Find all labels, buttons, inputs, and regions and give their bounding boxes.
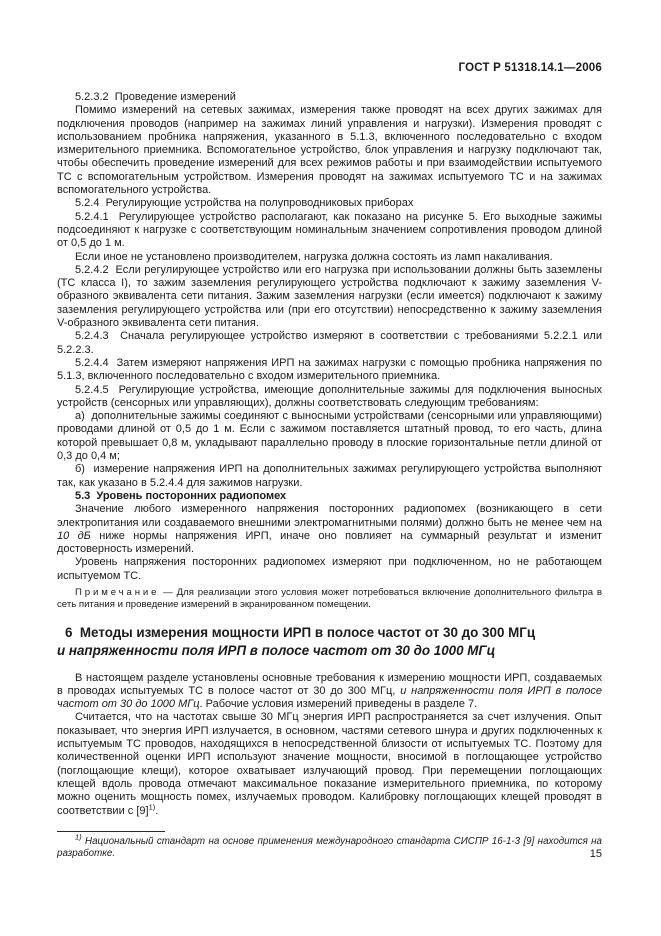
list-item-a: а) дополнительные зажимы соединяют с выносными устройствами (сенсорными или управляющими) проводами длиной от 0,5 до 1 м. Если с зажимом поставляется штатный провод, то его часть, длина которой превышает 0,8 м, укладывают параллельно проводу в плоские горизонтальные петли длиной от 0,3 до 0,4 м;: [57, 410, 602, 463]
clause-53-paragraph-1: [57, 503, 602, 556]
clause-5232-heading: 5.2.3.2 Проведение измерений: [75, 91, 236, 103]
footnote-mark: 1): [75, 832, 82, 842]
text-run: В настоящем разделе установлены основные требования к измерению мощности ИРП, создаваемых в проводах испытуемых ТС в полосе частот от 30 до 300 МГц,: [57, 671, 602, 697]
clause-53-heading: 5.3 Уровень посторонних радиопомех: [75, 489, 287, 502]
doc-code: ГОСТ Р 51318.14.1—2006: [458, 62, 602, 74]
section-6-heading: [57, 624, 602, 659]
section-6-heading-line-1: 6 Методы измерения мощности ИРП в полосе частот от 30 до 300 МГц: [65, 625, 536, 641]
clause-5244-paragraph: 5.2.4.4 Затем измеряют напряжения ИРП на зажимах нагрузки с помощью пробника напряжения по 5.1.3, включенного последовательно с входом измерительного приемника.: [57, 356, 602, 383]
clause-5243-paragraph: 5.2.4.3 Сначала регулирующее устройство измеряют в соответствии с требованиями 5.2.2.1 или 5.2.2.3.: [57, 330, 602, 356]
text-run: .: [155, 804, 159, 817]
clause-5245-paragraph: 5.2.4.5 Регулирующие устройства, имеющие дополнительные зажимы для подключения выносных устройств (сенсорных или управляющих), должны соответствовать следующим требованиям:: [57, 383, 602, 409]
text-run: Значение любого измеренного напряжения посторонних радиопомех (возникающего в сети электропитания или создаваемого внешними электромагнитными полями) должно быть не менее чем на: [57, 503, 602, 529]
footnote-reference: 1): [148, 801, 156, 811]
list-item-b: б) измерение напряжения ИРП на дополнительных зажимах регулирующего устройства выполняют так, как указано в 5.2.4.4 для зажимов нагрузки.: [57, 463, 602, 489]
footnote-text: Национальный стандарт на основе применения международного стандарта СИСПР 16-1-3 [9] находится на разработке.: [57, 835, 602, 860]
clause-5242-paragraph: 5.2.4.2 Если регулирующее устройство или его нагрузка при использовании должны быть заземлены (ТС класса I), то зажим заземления регулирующего устройства подключают к зажиму заземления V-образного эквивалента сети питания. Зажим заземления нагрузки (если имеется) подключают к зажиму заземления регулирующего устройства или (при его отсутствии) непосредственно к зажиму заземления V-образного эквивалента сети питания.: [57, 263, 602, 330]
clause-5241-note-paragraph: Если иное не установлено производителем, нагрузка должна состоять из ламп накаливания.: [75, 250, 553, 263]
clause-524-heading: 5.2.4 Регулирующие устройства на полупроводниковых приборах: [75, 197, 414, 210]
note-paragraph: [57, 587, 602, 611]
italic-text-run: и напряженности поля ИРП в полосе частот от 30 до 1000 МГц: [57, 684, 602, 711]
footnote-separator: [57, 831, 165, 832]
clause-5241-paragraph: 5.2.4.1 Регулирующее устройство располагают, как показано на рисунке 5. Его выходные зажимы подсоединяют к нагрузке с соответствующим номинальным значением сопротивления проводом длиной от 0,5 до 1 м.: [57, 210, 602, 250]
section-6-paragraph-2: [57, 711, 602, 817]
text-run: Считается, что на частотах свыше 30 МГц энергия ИРП распространяется за счет излучения. Опыт показывает, что энергия ИРП излучается, в основном, частями сетевого шнура и других подключенных к испытуемым ТС проводов, находящихся в непосредственной близости от испытуемых ТС. Поэтому для количественной оценки ИРП используют значение мощности, вносимой в поглощающее устройство (поглощающие клещи), которое охватывает излучающий провод. При перемещении поглощающих клещей вдоль провода отмечают максимальное показание измерительного приемника, по которому можно оценить мощность помех, излучаемых проводом. Калибровку поглощающих клещей проводят в соответствии с [9]: [57, 711, 602, 817]
document-content: [57, 62, 602, 861]
text-run: . Рабочие условия измерений приведены в разделе 7.: [199, 698, 478, 711]
footnote-paragraph: [57, 832, 602, 861]
section-6-paragraph-1: [57, 672, 602, 712]
text-run: ниже нормы напряжения ИРП, иначе оно повлияет на суммарный результат и изменит достоверность измерений.: [57, 529, 603, 556]
note-text: — Для реализации этого условия может потребоваться включение дополнительного фильтра в сеть питания и проведение измерений в экранированном помещении.: [57, 586, 602, 611]
clause-53-paragraph-2: Уровень напряжения посторонних радиопомех измеряют при подключенном, но не работающем испытуемом ТС.: [57, 556, 602, 582]
section-6-heading-line-2: и напряженности поля ИРП в полосе частот от 30 до 1000 МГц: [57, 642, 496, 658]
clause-5232-paragraph: Помимо измерений на сетевых зажимах, измерения также проводят на всех других зажимах для подключения проводов (например на зажимах линий управления и нагрузки). Измерения проводят с использованием пробника напряжения, указанного в 5.1.3, включенного последовательно с входом измерительного приемника. Вспомогательное устройство, блок управления и нагрузку подключают так, чтобы обеспечить проведение измерений для всех режимов работы и при взаимодействии испытуемого ТС с вспомогательным устройством. Измерения проводят на зажимах испытуемого ТС и на зажимах вспомогательного устройства.: [57, 104, 602, 197]
italic-text-run: 10 дБ: [57, 529, 91, 542]
page-number: 15: [589, 848, 602, 860]
note-label: Примечание: [75, 586, 160, 598]
